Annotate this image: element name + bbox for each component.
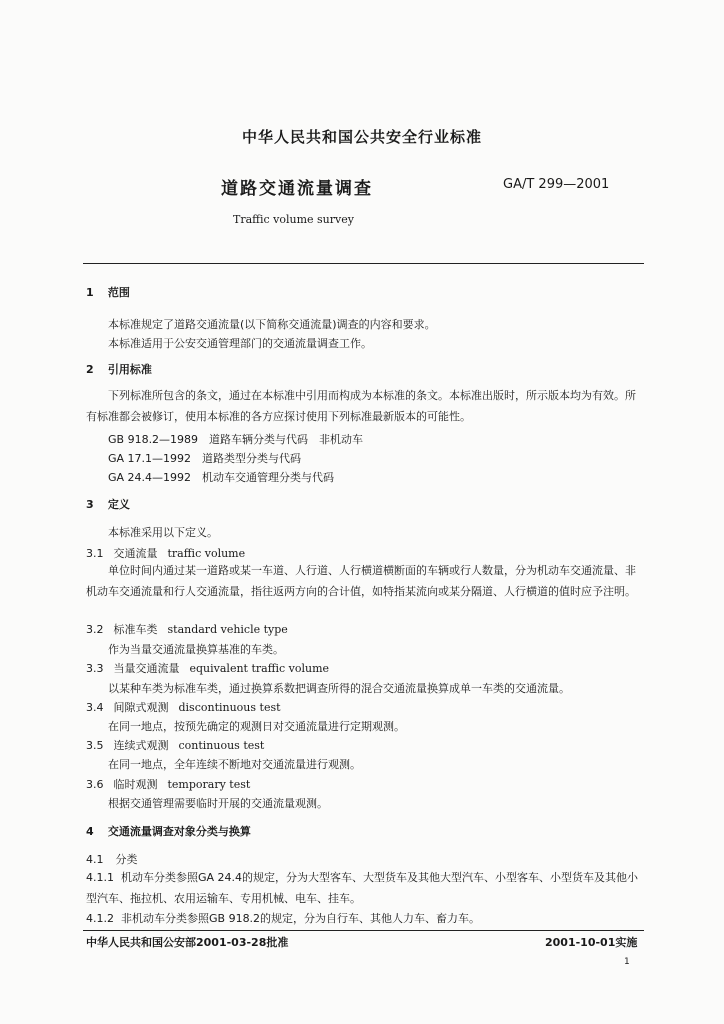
header-rule — [83, 263, 644, 264]
term-heading — [86, 545, 245, 561]
section-title: 范围 — [107, 286, 130, 299]
paragraph: 本标准采用以下定义。 — [108, 526, 218, 539]
term-heading — [86, 776, 250, 792]
section-number: 3 — [86, 498, 94, 511]
term-heading — [86, 699, 281, 715]
section-4-heading — [86, 823, 251, 839]
term-english: temporary test — [167, 778, 251, 791]
document-title: 道路交通流量调查 — [221, 179, 373, 199]
document-title-english: Traffic volume survey — [233, 213, 354, 226]
term-heading — [86, 737, 264, 753]
subsection-number: 4.1 — [86, 853, 104, 866]
section-1-heading — [86, 284, 130, 300]
term-definition: 在同一地点，全年连续不断地对交通流量进行观测。 — [108, 758, 361, 771]
term-english: discontinuous test — [178, 701, 281, 714]
term-heading — [86, 621, 288, 637]
term-english: equivalent traffic volume — [189, 662, 330, 675]
section-title: 引用标准 — [107, 363, 152, 376]
term-definition: 单位时间内通过某一道路或某一车道、人行道、人行横道横断面的车辆或行人数量，分为机动车交通流量、非机动车交通流量和行人交通流量，指往返两方向的合计值，如特指某流向或某分隔道、人行横道的值时应予注明。 — [86, 564, 636, 598]
reference-item: GB 918.2—1989 道路车辆分类与代码 非机动车 — [108, 433, 364, 446]
clause-4-1-2 — [86, 910, 480, 926]
paragraph: 下列标准所包含的条文，通过在本标准中引用而构成为本标准的条文。本标准出版时，所示版本均为有效。所有标准都会被修订，使用本标准的各方应探讨使用下列标准最新版本的可能性。 — [86, 389, 636, 423]
term-number: 3.6 — [86, 778, 104, 791]
footer-rule — [83, 930, 644, 931]
standard-code: GA/T 299—2001 — [503, 177, 610, 192]
reference-item: GA 24.4—1992 机动车交通管理分类与代码 — [108, 471, 335, 484]
reference-item: GA 17.1—1992 道路类型分类与代码 — [108, 452, 302, 465]
section-number: 1 — [86, 286, 94, 299]
term-number: 3.3 — [86, 662, 104, 675]
term-definition: 以某种车类为标准车类，通过换算系数把调查所得的混合交通流量换算成单一车类的交通流量。 — [108, 682, 570, 695]
approval-line: 中华人民共和国公安部2001-03-28批准 — [86, 936, 289, 949]
section-3-heading — [86, 496, 130, 512]
term-name: 当量交通流量 — [113, 662, 180, 675]
term-number: 3.1 — [86, 547, 104, 560]
term-heading — [86, 660, 329, 676]
subsection-heading — [86, 851, 138, 867]
clause-4-1-1 — [86, 867, 646, 909]
term-name: 连续式观测 — [113, 739, 169, 752]
term-english: traffic volume — [167, 547, 246, 560]
term-name: 临时观测 — [113, 778, 158, 791]
clause-text: 非机动车分类参照GB 918.2的规定，分为自行车、其他人力车、畜力车。 — [121, 912, 481, 925]
clause-number: 4.1.2 — [86, 912, 114, 925]
standard-category: 中华人民共和国公共安全行业标准 — [241, 128, 482, 146]
term-number: 3.5 — [86, 739, 104, 752]
term-english: continuous test — [178, 739, 265, 752]
section-title: 交通流量调查对象分类与换算 — [107, 825, 251, 838]
page-number: 1 — [624, 957, 630, 967]
term-name: 间隙式观测 — [113, 701, 169, 714]
section-number: 2 — [86, 363, 94, 376]
section-number: 4 — [86, 825, 94, 838]
term-definition: 在同一地点，按预先确定的观测日对交通流量进行定期观测。 — [108, 720, 405, 733]
term-number: 3.2 — [86, 623, 104, 636]
term-number: 3.4 — [86, 701, 104, 714]
term-name: 标准车类 — [113, 623, 158, 636]
implementation-date: 2001-10-01实施 — [545, 936, 638, 949]
term-name: 交通流量 — [113, 547, 158, 560]
clause-text: 机动车分类参照GA 24.4的规定，分为大型客车、大型货车及其他大型汽车、小型客车、小型货车及其他小型汽车、拖拉机、农用运输车、专用机械、电车、挂车。 — [86, 871, 639, 905]
subsection-title: 分类 — [115, 853, 138, 866]
term-definition: 作为当量交通流量换算基准的车类。 — [108, 643, 284, 656]
term-definition: 根据交通管理需要临时开展的交通流量观测。 — [108, 797, 328, 810]
paragraph: 本标准规定了道路交通流量(以下简称交通流量)调查的内容和要求。 — [108, 318, 436, 331]
term-english: standard vehicle type — [167, 623, 288, 636]
section-title: 定义 — [107, 498, 130, 511]
section-2-heading — [86, 361, 152, 377]
paragraph: 本标准适用于公安交通管理部门的交通流量调查工作。 — [108, 337, 372, 350]
clause-number: 4.1.1 — [86, 871, 114, 884]
